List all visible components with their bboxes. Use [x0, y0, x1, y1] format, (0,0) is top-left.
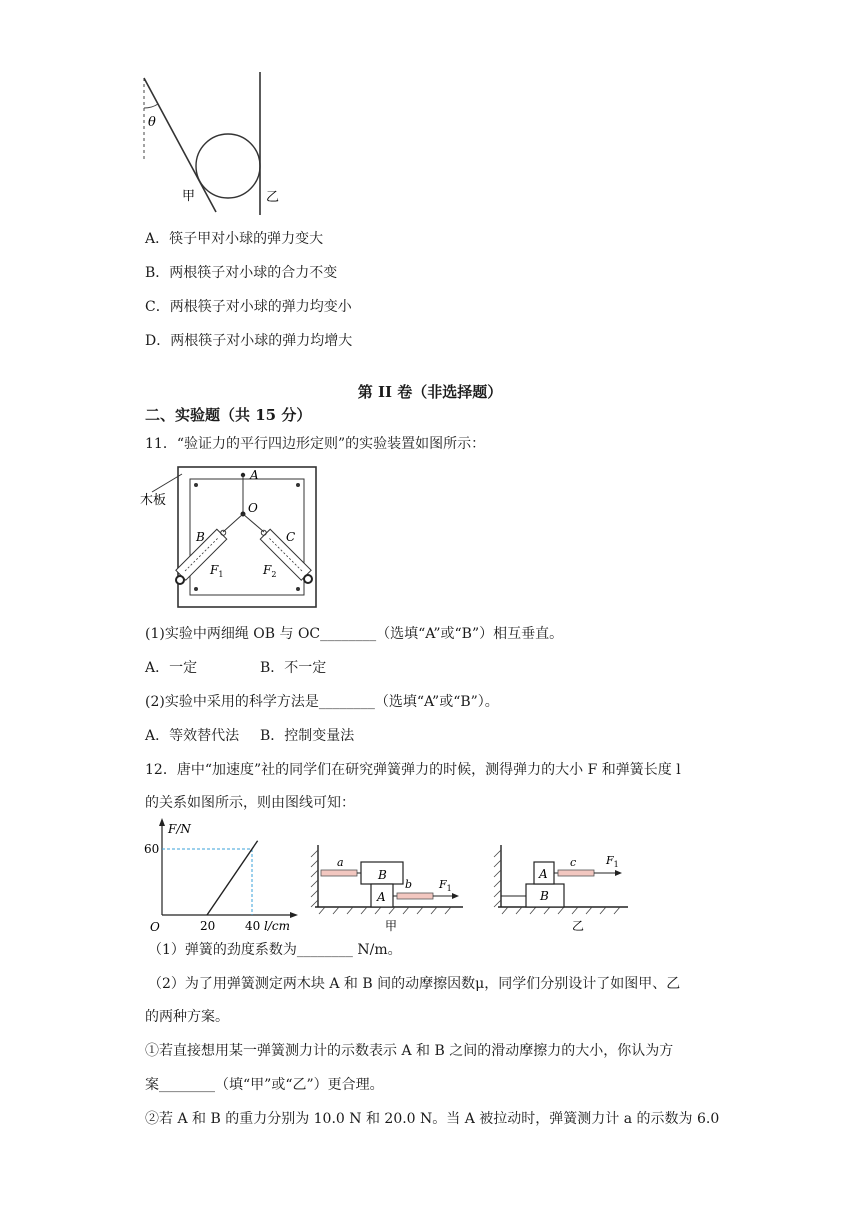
- svg-text:a: a: [337, 856, 344, 869]
- origin-label: O: [150, 920, 160, 934]
- q12-sub1: （1）弹簧的劲度系数为________ N/m。: [148, 942, 402, 958]
- svg-text:B: B: [540, 889, 549, 903]
- yi-label: 乙: [266, 190, 280, 205]
- svg-text:O: O: [248, 501, 258, 515]
- q11-part2-option-a: A．等效替代法: [145, 728, 240, 744]
- y-axis-arrow: [159, 818, 165, 826]
- section-title: 第 II 卷（非选择题）: [357, 383, 503, 401]
- q10-option-d: D．两根筷子对小球的弹力均增大: [145, 333, 353, 349]
- svg-text:F1: $F_1$: [606, 854, 619, 869]
- series-line: [207, 841, 258, 915]
- x-axis-arrow: [290, 912, 298, 918]
- q12-sub3-line2: 案________（填“甲”或“乙”）更合理。: [145, 1077, 384, 1093]
- svg-text:F2: $F_2$: [263, 563, 277, 579]
- svg-text:B: B: [378, 868, 387, 882]
- board-label: 木板: [140, 493, 167, 508]
- caption-yi: 乙: [572, 919, 585, 933]
- q12-stem-line2: 的关系如图所示，则由图线可知：: [145, 795, 355, 811]
- svg-text:A: A: [250, 468, 259, 482]
- chopsticks-ball-figure: [140, 70, 280, 220]
- svg-text:F1: $F_1$: [210, 563, 224, 579]
- q12-sub2-line2: 的两种方案。: [145, 1009, 229, 1025]
- q11-part1: (1)实验中两细绳 OB 与 OC________（选填“A”或“B”）相互垂直。: [145, 626, 564, 642]
- spring-a: [321, 870, 357, 876]
- chopstick-jia: [144, 78, 216, 212]
- q11-stem: 11．“验证力的平行四边形定则”的实验装置如图所示：: [145, 436, 486, 452]
- svg-text:F1: $F_1$: [439, 878, 452, 893]
- svg-text:A: A: [377, 890, 386, 904]
- x-tick-label-40: 40: [245, 919, 261, 933]
- theta-label: θ: [148, 115, 156, 130]
- x-tick-label-20: 20: [200, 919, 216, 933]
- parallelogram-apparatus-figure: [140, 462, 330, 612]
- svg-text:b: b: [405, 878, 413, 891]
- ball: [196, 134, 260, 198]
- caption-jia: 甲: [385, 919, 398, 933]
- y-axis-label: F/N: [168, 822, 191, 836]
- force-length-chart: [140, 815, 300, 935]
- ring-right: [304, 575, 312, 583]
- q10-option-b: B．两根筷子对小球的合力不变: [145, 265, 338, 281]
- scheme-jia-figure: [305, 840, 470, 935]
- svg-text:A: A: [539, 867, 548, 881]
- string-oc: [243, 514, 264, 532]
- q11-part1-option-b: B．不一定: [260, 660, 327, 676]
- scheme-yi-figure: [488, 840, 638, 935]
- svg-text:B: B: [196, 530, 205, 544]
- q10-option-c: C．两根筷子对小球的弹力均变小: [145, 299, 352, 315]
- q12-stem-line1: 12．唐中“加速度”社的同学们在研究弹簧弹力的时候，测得弹力的大小 F 和弹簧长度 l: [145, 762, 681, 778]
- spring-c: [558, 870, 594, 876]
- section-heading: 二、实验题（共 15 分）: [145, 406, 312, 424]
- q11-part2: (2)实验中采用的科学方法是________（选填“A”或“B”）。: [145, 694, 499, 710]
- q12-sub3-line1: ①若直接想用某一弹簧测力计的示数表示 A 和 B 之间的滑动摩擦力的大小，你认为方: [145, 1043, 674, 1059]
- q12-sub2-line1: （2）为了用弹簧测定两木块 A 和 B 间的动摩擦因数μ，同学们分别设计了如图甲、乙: [148, 976, 681, 992]
- x-axis-label: l/cm: [264, 919, 290, 933]
- q11-part2-option-b: B．控制变量法: [260, 728, 355, 744]
- q12-sub4: ②若 A 和 B 的重力分别为 10.0 N 和 20.0 N。当 A 被拉动时，弹簧测力计 a 的示数为 6.0: [145, 1111, 720, 1127]
- q11-part1-option-a: A．一定: [145, 660, 198, 676]
- q10-option-a: A．筷子甲对小球的弹力变大: [145, 231, 324, 247]
- svg-text:c: c: [570, 856, 577, 869]
- svg-text:C: C: [286, 530, 296, 544]
- string-ob: [223, 514, 243, 532]
- ring-left: [176, 576, 184, 584]
- spring-b: [397, 893, 433, 899]
- theta-arc: [144, 104, 158, 108]
- y-tick-label-60: 60: [144, 842, 160, 856]
- jia-label: 甲: [182, 189, 196, 204]
